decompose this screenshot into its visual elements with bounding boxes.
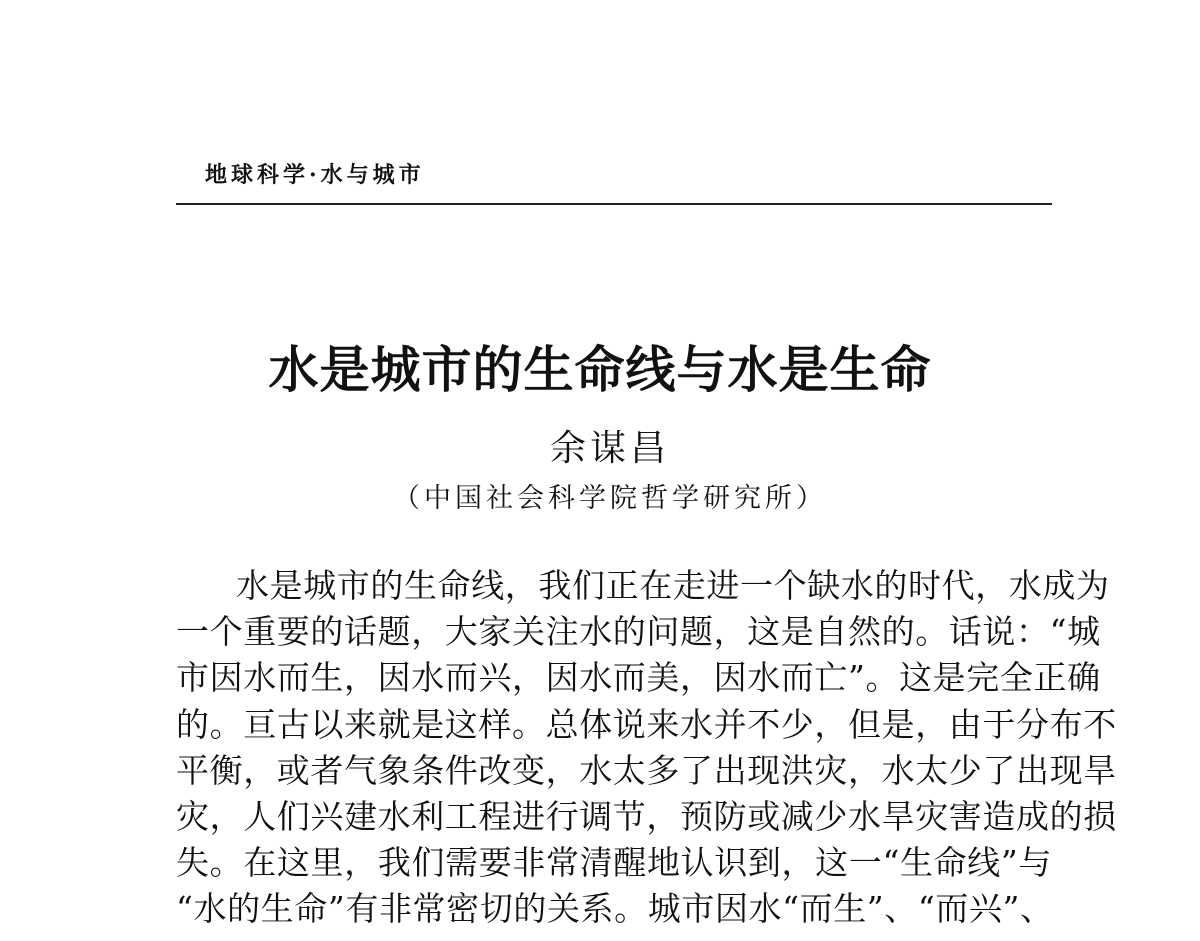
body-line: 市因水而生，因水而兴，因水而美，因水而亡”。这是完全正确 [176,658,1101,698]
article-title: 水是城市的生命线与水是生命 [268,340,932,399]
body-line: 失。在这里，我们需要非常清醒地认识到，这一“生命线”与 [176,843,1052,883]
body-line: 的。亘古以来就是这样。总体说来水并不少，但是，由于分布不 [176,704,1117,744]
body-line: “水的生命”有非常密切的关系。城市因水“而生”、“而兴”、 [176,889,1054,929]
header-divider [176,203,1052,205]
author-affiliation: （中国社会科学院哲学研究所） [393,483,827,514]
article-author: 余谋昌 [549,428,670,469]
body-line: 一个重要的话题，大家关注水的问题，这是自然的。话说：“城 [176,612,1101,652]
article-body [176,563,1117,933]
body-line: 平衡，或者气象条件改变，水太多了出现洪灾，水太少了出现旱 [176,750,1117,790]
body-line: 灾，人们兴建水利工程进行调节，预防或减少水旱灾害造成的损 [176,797,1117,837]
body-line: 水是城市的生命线，我们正在走进一个缺水的时代，水成为 [236,566,1110,605]
running-header: 地球科学·水与城市 [205,162,425,188]
